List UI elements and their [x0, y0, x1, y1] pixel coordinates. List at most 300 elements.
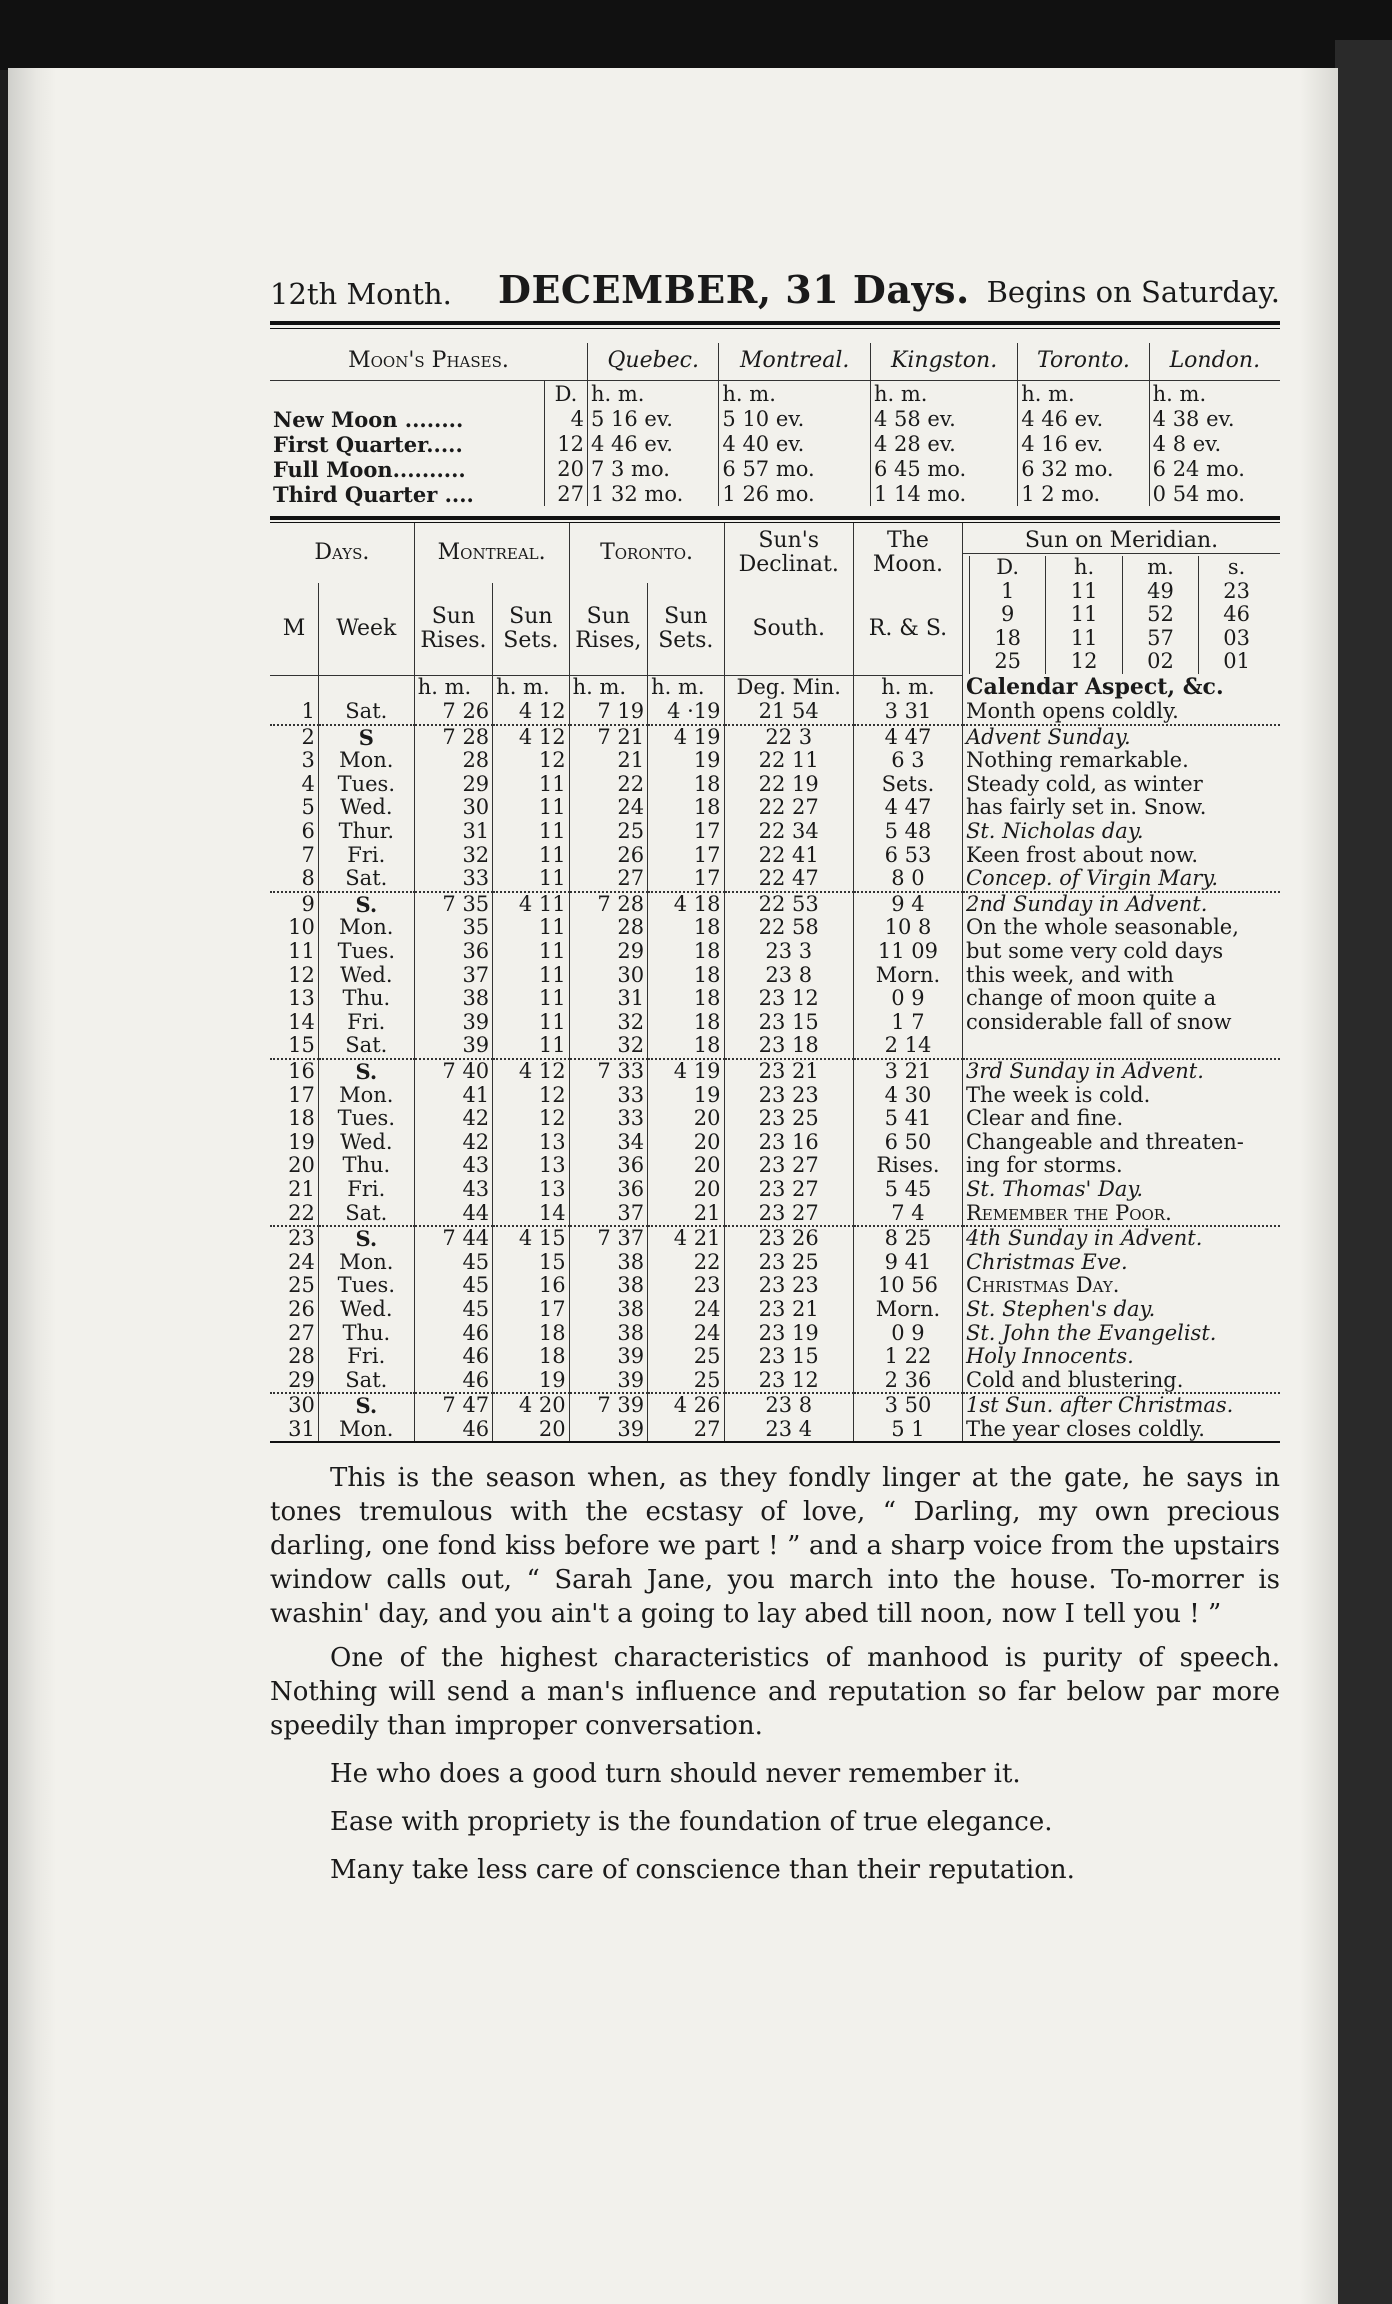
sun-declination: 21 54 [724, 700, 853, 725]
montreal-rises: 43 [414, 1154, 492, 1178]
day-row [270, 1418, 1280, 1442]
mer-d: 1 [969, 580, 1045, 604]
montreal-rises: 28 [414, 749, 492, 773]
moon-rise-set: 4 47 [853, 796, 962, 820]
montreal-rises: 7 44 [414, 1226, 492, 1251]
phase-row-third-quarter [270, 481, 1280, 506]
montreal-sets: 11 [493, 916, 569, 940]
calendar-aspect: Nothing remarkable. [962, 749, 1280, 773]
mer-d: 9 [969, 603, 1045, 627]
weekday: S. [318, 1059, 414, 1084]
rs-heading: R. & S. [853, 583, 962, 676]
weekday: Fri. [318, 1345, 414, 1369]
mer-h: 11 [1046, 580, 1122, 604]
weekday: Mon. [318, 916, 414, 940]
phase-time: 4 16 ev. [1018, 431, 1149, 456]
moon-rise-set: 6 53 [853, 844, 962, 868]
montreal-rises: 35 [414, 916, 492, 940]
day-row [270, 1034, 1280, 1059]
weekday: Mon. [318, 1418, 414, 1442]
toronto-sets: 27 [648, 1418, 724, 1442]
montreal-rises: 43 [414, 1178, 492, 1202]
sun-declination: 22 41 [724, 844, 853, 868]
montreal-rises: 46 [414, 1418, 492, 1442]
south-heading: South. [724, 583, 853, 676]
toronto-rises: 24 [569, 796, 647, 820]
moon-rise-set: 4 47 [853, 725, 962, 750]
toronto-rises: 37 [569, 1202, 647, 1227]
day-row [270, 725, 1280, 750]
sun-declination: 22 27 [724, 796, 853, 820]
montreal-sets: 12 [493, 1107, 569, 1131]
mer-h: 11 [1046, 627, 1122, 651]
daily-calendar-table [270, 523, 1280, 1441]
toronto-sets: 4 19 [648, 725, 724, 750]
toronto-rises: 34 [569, 1131, 647, 1155]
calendar-aspect: The week is cold. [962, 1084, 1280, 1108]
weekday: Sat. [318, 867, 414, 892]
phases-rule [270, 516, 1280, 523]
week-heading: Week [318, 583, 414, 676]
prose-paragraph: One of the highest characteristics of manhood is purity of speech. Nothing will send a man's influence and reputation so far below par more speedily than improper conversation. [270, 1643, 1280, 1742]
city-toronto: Toronto. [1018, 343, 1149, 381]
montreal-sets: 18 [493, 1345, 569, 1369]
toronto-sets: 21 [648, 1202, 724, 1227]
toronto-sets: 18 [648, 1011, 724, 1035]
unit-blank [318, 676, 414, 700]
toronto-rises: 39 [569, 1345, 647, 1369]
weekday: Sat. [318, 1369, 414, 1394]
montreal-rises: 30 [414, 796, 492, 820]
weekday: Sat. [318, 1202, 414, 1227]
mer-m: 52 [1122, 603, 1198, 627]
day-row [270, 1202, 1280, 1227]
scan-top-border [0, 0, 1392, 70]
day-row [270, 1154, 1280, 1178]
toronto-rises: 27 [569, 867, 647, 892]
sun-declination: 23 23 [724, 1274, 853, 1298]
declination-heading: Sun's Declinat. [724, 523, 853, 583]
day-number: 30 [270, 1393, 318, 1418]
sun-declination: 23 4 [724, 1418, 853, 1442]
day-number: 27 [288, 1320, 315, 1345]
montreal-rises: 46 [414, 1369, 492, 1394]
sun-declination: 23 27 [724, 1202, 853, 1227]
moon-rise-set: 6 50 [853, 1131, 962, 1155]
day-number: 10 [288, 915, 315, 940]
sun-declination: 23 21 [724, 1059, 853, 1084]
toronto-rises: 36 [569, 1178, 647, 1202]
calendar-aspect: St. John the Evangelist. [962, 1322, 1280, 1346]
toronto-sets: 18 [648, 987, 724, 1011]
day-rows [270, 700, 1280, 1441]
weekday: Fri. [318, 1178, 414, 1202]
day-number: 15 [288, 1033, 315, 1058]
montreal-rises: 7 47 [414, 1393, 492, 1418]
calendar-aspect: but some very cold days [962, 940, 1280, 964]
montreal-sets: 4 12 [493, 1059, 569, 1084]
montreal-sets: 19 [493, 1369, 569, 1394]
montreal-heading: Montreal. [414, 523, 569, 583]
toronto-rises: 32 [569, 1011, 647, 1035]
tor-rises-heading: Sun Rises, [569, 583, 647, 676]
phases-name-head [270, 381, 544, 407]
moon-heading: The Moon. [853, 523, 962, 583]
day-number: 23 [270, 1226, 318, 1251]
toronto-sets: 19 [648, 749, 724, 773]
weekday: S [318, 725, 414, 750]
phases-hm-head: h. m. [719, 381, 871, 407]
day-number: 17 [288, 1082, 315, 1107]
day-row [270, 820, 1280, 844]
montreal-sets: 17 [493, 1298, 569, 1322]
toronto-rises: 30 [569, 964, 647, 988]
weekday: Wed. [318, 796, 414, 820]
moon-rise-set: 0 9 [853, 1322, 962, 1346]
prose-maxim: Ease with propriety is the foundation of true elegance. [330, 1807, 1053, 1838]
weekday: Wed. [318, 1298, 414, 1322]
moon-rise-set: 5 45 [853, 1178, 962, 1202]
montreal-rises: 37 [414, 964, 492, 988]
phase-time: 4 28 ev. [870, 431, 1017, 456]
weekday: Tues. [318, 1107, 414, 1131]
calendar-aspect: 3rd Sunday in Advent. [962, 1059, 1280, 1084]
day-number: 5 [301, 795, 315, 820]
toronto-sets: 17 [648, 820, 724, 844]
day-number: 7 [301, 842, 315, 867]
weekday: Wed. [318, 1131, 414, 1155]
calendar-aspect: Christmas Eve. [962, 1251, 1280, 1275]
weekday: Tues. [318, 940, 414, 964]
sun-declination: 23 3 [724, 940, 853, 964]
moon-rise-set: 8 0 [853, 867, 962, 892]
weekday: Thu. [318, 1154, 414, 1178]
montreal-sets: 11 [493, 964, 569, 988]
phase-time: 6 32 mo. [1018, 456, 1149, 481]
phase-day: 20 [544, 456, 587, 481]
montreal-rises: 29 [414, 773, 492, 797]
toronto-rises: 7 21 [569, 725, 647, 750]
city-london: London. [1149, 343, 1280, 381]
day-number: 16 [270, 1059, 318, 1084]
phase-time: 6 57 mo. [719, 456, 871, 481]
day-number: 22 [288, 1200, 315, 1225]
sun-declination: 23 18 [724, 1034, 853, 1059]
calendar-aspect: Cold and blustering. [962, 1369, 1280, 1394]
sun-declination: 23 12 [724, 987, 853, 1011]
montreal-rises: 31 [414, 820, 492, 844]
montreal-sets: 16 [493, 1274, 569, 1298]
calendar-aspect: Concep. of Virgin Mary. [962, 867, 1280, 892]
moon-rise-set: 3 50 [853, 1393, 962, 1418]
moon-phases-table [270, 343, 1280, 506]
day-row [270, 1298, 1280, 1322]
moon-rise-set: 2 14 [853, 1034, 962, 1059]
calendar-aspect: St. Thomas' Day. [962, 1178, 1280, 1202]
moon-rise-set: 9 4 [853, 892, 962, 917]
table-bottom-rule [270, 1441, 1280, 1443]
phases-hm-head: h. m. [870, 381, 1017, 407]
unit-hm: h. m. [648, 676, 724, 700]
montreal-rises: 42 [414, 1107, 492, 1131]
montreal-sets: 12 [493, 749, 569, 773]
toronto-sets: 20 [648, 1178, 724, 1202]
montreal-rises: 33 [414, 867, 492, 892]
city-quebec: Quebec. [587, 343, 718, 381]
moon-rise-set: 8 25 [853, 1226, 962, 1251]
toronto-sets: 18 [648, 916, 724, 940]
header-rule [270, 321, 1280, 329]
toronto-sets: 20 [648, 1154, 724, 1178]
calendar-aspect: On the whole seasonable, [962, 916, 1280, 940]
unit-hm: h. m. [414, 676, 492, 700]
toronto-rises: 36 [569, 1154, 647, 1178]
moon-rise-set: 1 7 [853, 1011, 962, 1035]
city-montreal: Montreal. [719, 343, 871, 381]
toronto-sets: 18 [648, 773, 724, 797]
phase-name: Third Quarter .... [273, 482, 474, 507]
phase-row-new-moon [270, 406, 1280, 431]
day-row [270, 796, 1280, 820]
calendar-aspect: St. Nicholas day. [962, 820, 1280, 844]
phase-day: 12 [544, 431, 587, 456]
weekday: Mon. [318, 749, 414, 773]
montreal-sets: 4 20 [493, 1393, 569, 1418]
sun-declination: 23 15 [724, 1345, 853, 1369]
toronto-sets: 22 [648, 1251, 724, 1275]
toronto-heading: Toronto. [569, 523, 724, 583]
day-number: 8 [301, 866, 315, 891]
mer-d: D. [969, 556, 1045, 580]
city-kingston: Kingston. [870, 343, 1017, 381]
montreal-sets: 11 [493, 844, 569, 868]
mer-d: 18 [969, 627, 1045, 651]
montreal-sets: 4 11 [493, 892, 569, 917]
day-row [270, 1084, 1280, 1108]
montreal-sets: 11 [493, 796, 569, 820]
sun-declination: 23 26 [724, 1226, 853, 1251]
montreal-rises: 45 [414, 1251, 492, 1275]
weekday: S. [318, 1226, 414, 1251]
toronto-rises: 7 28 [569, 892, 647, 917]
sun-declination: 22 53 [724, 892, 853, 917]
toronto-rises: 7 37 [569, 1226, 647, 1251]
sun-declination: 23 15 [724, 1011, 853, 1035]
phase-time: 4 40 ev. [719, 431, 871, 456]
sun-declination: 22 11 [724, 749, 853, 773]
mer-s: 03 [1199, 627, 1274, 651]
montreal-sets: 11 [493, 1011, 569, 1035]
day-row [270, 940, 1280, 964]
phase-time: 1 2 mo. [1018, 481, 1149, 506]
toronto-rises: 39 [569, 1369, 647, 1394]
toronto-rises: 38 [569, 1322, 647, 1346]
day-number: 31 [288, 1416, 315, 1441]
day-row [270, 1011, 1280, 1035]
moon-rise-set: 5 48 [853, 820, 962, 844]
moon-rise-set: 5 1 [853, 1418, 962, 1442]
meridian-heading: Sun on Meridian. [962, 523, 1280, 554]
montreal-sets: 4 12 [493, 725, 569, 750]
toronto-sets: 4 19 [648, 1059, 724, 1084]
calendar-aspect: Christmas Day. [962, 1274, 1280, 1298]
day-row [270, 916, 1280, 940]
mer-s: 01 [1199, 650, 1274, 674]
calendar-aspect: this week, and with [962, 964, 1280, 988]
weekday: Thu. [318, 1322, 414, 1346]
unit-blank [270, 676, 318, 700]
calendar-aspect: change of moon quite a [962, 987, 1280, 1011]
mtl-sets-heading: Sun Sets. [493, 583, 569, 676]
toronto-sets: 4 ·19 [648, 700, 724, 725]
toronto-sets: 18 [648, 964, 724, 988]
phase-name: New Moon ........ [273, 407, 464, 432]
weekday: Fri. [318, 844, 414, 868]
phase-time: 4 38 ev. [1149, 406, 1280, 431]
montreal-sets: 11 [493, 867, 569, 892]
toronto-rises: 32 [569, 1034, 647, 1059]
unit-hm: h. m. [853, 676, 962, 700]
moon-rise-set: 1 22 [853, 1345, 962, 1369]
toronto-rises: 7 19 [569, 700, 647, 725]
day-row [270, 773, 1280, 797]
toronto-sets: 18 [648, 1034, 724, 1059]
day-row [270, 1131, 1280, 1155]
weekday: Tues. [318, 773, 414, 797]
day-number: 25 [288, 1273, 315, 1298]
day-number: 26 [288, 1296, 315, 1321]
moon-rise-set: Rises. [853, 1154, 962, 1178]
sun-declination: 22 19 [724, 773, 853, 797]
montreal-sets: 4 12 [493, 700, 569, 725]
mer-h: 11 [1046, 603, 1122, 627]
day-number: 21 [288, 1176, 315, 1201]
moon-rise-set: 7 4 [853, 1202, 962, 1227]
phase-time: 4 8 ev. [1149, 431, 1280, 456]
page-content [270, 255, 1280, 1897]
weekday: Thur. [318, 820, 414, 844]
calendar-aspect: Clear and fine. [962, 1107, 1280, 1131]
aspect-heading: Calendar Aspect, &c. [962, 676, 1280, 700]
day-row [270, 1226, 1280, 1251]
montreal-sets: 13 [493, 1154, 569, 1178]
phase-time: 1 14 mo. [870, 481, 1017, 506]
moon-rise-set: 11 09 [853, 940, 962, 964]
montreal-sets: 11 [493, 773, 569, 797]
phase-time: 6 45 mo. [870, 456, 1017, 481]
toronto-rises: 7 33 [569, 1059, 647, 1084]
day-number: 6 [301, 819, 315, 844]
montreal-rises: 42 [414, 1131, 492, 1155]
moon-rise-set: 0 9 [853, 987, 962, 1011]
calendar-aspect: 2nd Sunday in Advent. [962, 892, 1280, 917]
toronto-rises: 38 [569, 1298, 647, 1322]
phase-time: 0 54 mo. [1149, 481, 1280, 506]
day-row [270, 1345, 1280, 1369]
phase-time: 6 24 mo. [1149, 456, 1280, 481]
calendar-aspect: has fairly set in. Snow. [962, 796, 1280, 820]
sun-declination: 23 21 [724, 1298, 853, 1322]
prose-paragraph: This is the season when, as they fondly linger at the gate, he says in tones tremulous with the ecstasy of love, “ Darling, my own precious darling, one fond kiss before we part ! ” and a sharp voice from the upstairs window calls out, “ Sarah Jane, you march into the house. To-morrer is washin' day, and you ain't a going to lay abed till noon, now I tell you ! ” [270, 1463, 1280, 1630]
phases-hm-head: h. m. [1018, 381, 1149, 407]
sun-declination: 23 12 [724, 1369, 853, 1394]
sun-declination: 22 3 [724, 725, 853, 750]
montreal-sets: 13 [493, 1178, 569, 1202]
mer-s: 23 [1199, 580, 1274, 604]
page-left-edge [8, 68, 56, 2304]
meridian-table-cell [962, 554, 1280, 676]
weekday: Sat. [318, 700, 414, 725]
phase-name: Full Moon.......... [273, 457, 466, 482]
toronto-rises: 21 [569, 749, 647, 773]
montreal-rises: 36 [414, 940, 492, 964]
month-title: DECEMBER, 31 Days. [498, 267, 970, 312]
calendar-aspect: 1st Sun. after Christmas. [962, 1393, 1280, 1418]
day-row [270, 1274, 1280, 1298]
prose-maxim: He who does a good turn should never remember it. [330, 1759, 1021, 1790]
day-row [270, 892, 1280, 917]
toronto-rises: 39 [569, 1418, 647, 1442]
phase-name: First Quarter..... [273, 432, 463, 457]
phase-time: 4 58 ev. [870, 406, 1017, 431]
day-row [270, 1178, 1280, 1202]
unit-degmin: Deg. Min. [724, 676, 853, 700]
phase-day: 27 [544, 481, 587, 506]
page-right-edge [1300, 68, 1338, 2304]
calendar-aspect: The year closes coldly. [962, 1418, 1280, 1442]
day-number: 19 [288, 1129, 315, 1154]
montreal-sets: 15 [493, 1251, 569, 1275]
toronto-sets: 4 26 [648, 1393, 724, 1418]
sun-declination: 23 8 [724, 964, 853, 988]
weekday: Mon. [318, 1251, 414, 1275]
montreal-rises: 39 [414, 1011, 492, 1035]
moon-rise-set: 5 41 [853, 1107, 962, 1131]
montreal-sets: 14 [493, 1202, 569, 1227]
day-number: 9 [270, 892, 318, 917]
mer-m: m. [1122, 556, 1198, 580]
day-number: 13 [288, 986, 315, 1011]
sun-declination: 23 19 [724, 1322, 853, 1346]
toronto-sets: 17 [648, 844, 724, 868]
sun-declination: 22 34 [724, 820, 853, 844]
sun-declination: 23 23 [724, 1084, 853, 1108]
day-number: 24 [288, 1249, 315, 1274]
mtl-rises-heading: Sun Rises. [414, 583, 492, 676]
montreal-rises: 46 [414, 1345, 492, 1369]
day-row [270, 867, 1280, 892]
toronto-rises: 7 39 [569, 1393, 647, 1418]
sun-declination: 23 27 [724, 1154, 853, 1178]
day-row [270, 1322, 1280, 1346]
montreal-rises: 32 [414, 844, 492, 868]
phase-row-first-quarter [270, 431, 1280, 456]
montreal-rises: 7 35 [414, 892, 492, 917]
montreal-sets: 11 [493, 1034, 569, 1059]
day-number: 3 [301, 748, 315, 773]
day-number: 4 [301, 771, 315, 796]
scan-right-border [1335, 40, 1392, 2304]
montreal-sets: 20 [493, 1418, 569, 1442]
montreal-rises: 7 26 [414, 700, 492, 725]
calendar-aspect: ing for storms. [962, 1154, 1280, 1178]
calendar-aspect: Changeable and threaten- [962, 1131, 1280, 1155]
day-row [270, 844, 1280, 868]
moon-rise-set: 9 41 [853, 1251, 962, 1275]
calendar-aspect [962, 1034, 1280, 1059]
toronto-rises: 22 [569, 773, 647, 797]
toronto-sets: 18 [648, 796, 724, 820]
